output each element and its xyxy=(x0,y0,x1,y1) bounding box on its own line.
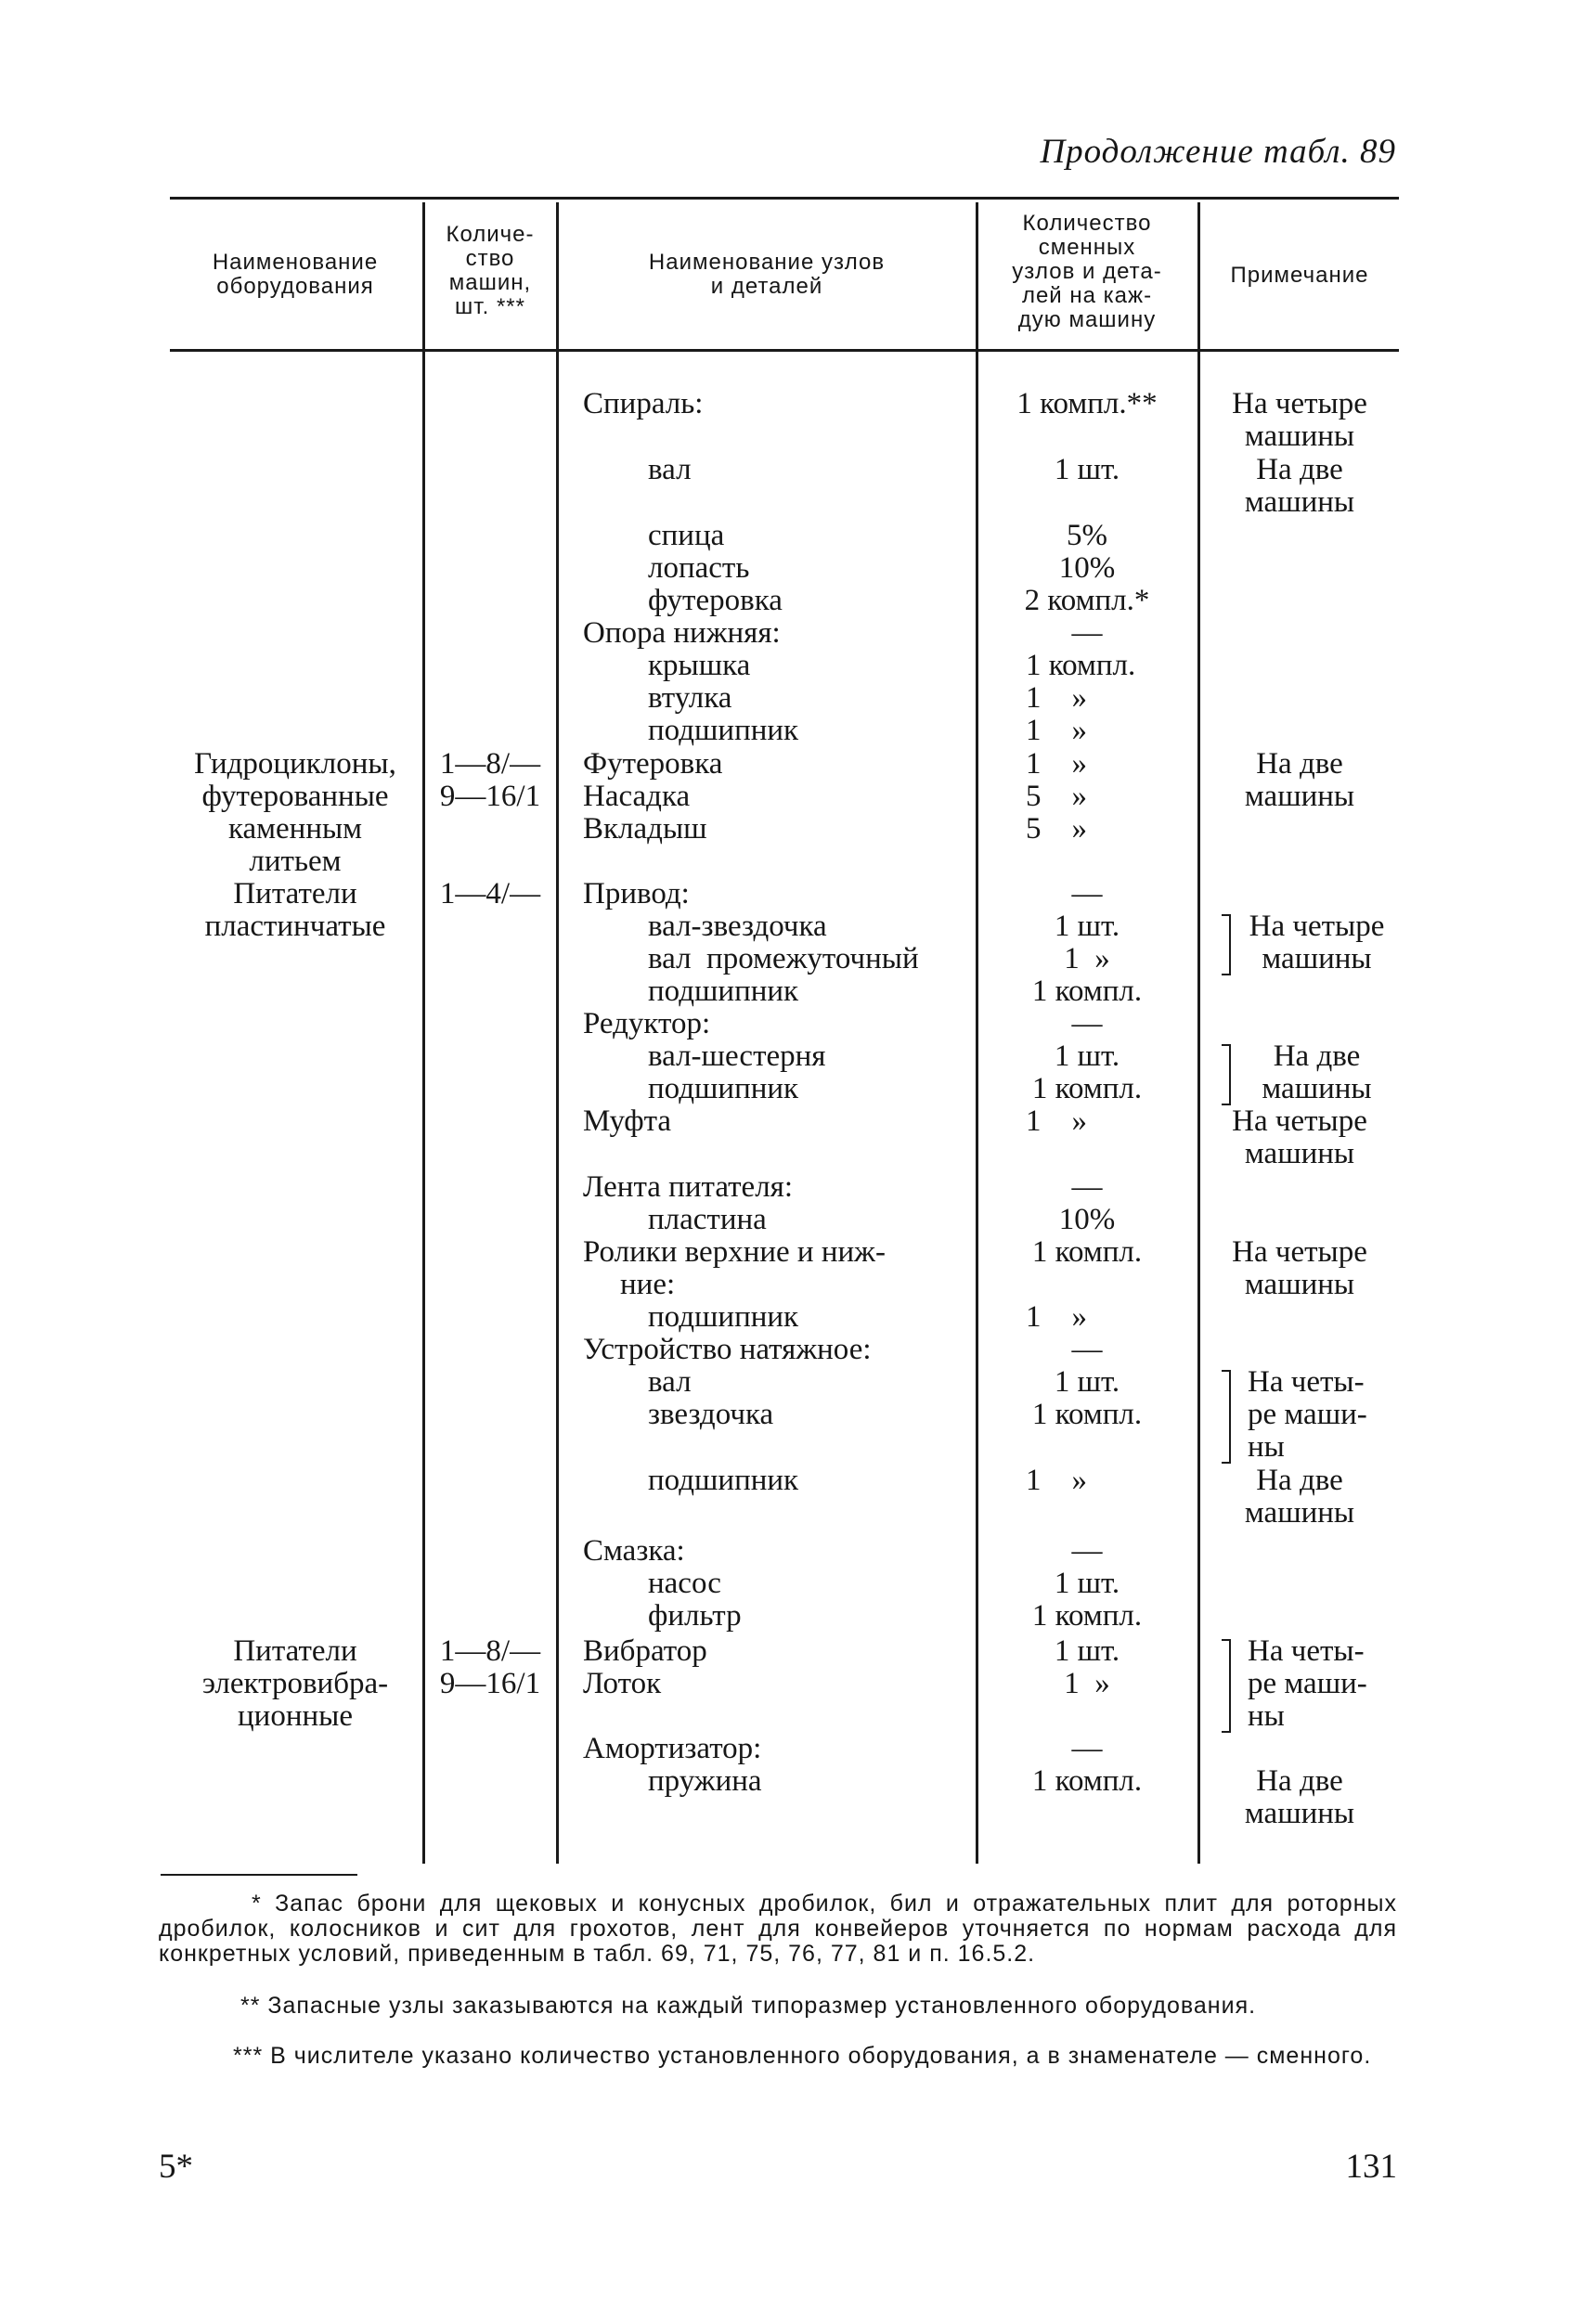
part-qty: 1 шт. xyxy=(1054,1634,1120,1668)
part-name: Смазка: xyxy=(583,1534,685,1568)
equipment-count: 1—4/— xyxy=(439,877,541,910)
part-name: втулка xyxy=(648,681,732,715)
part-qty: 1 компл.** xyxy=(1016,387,1158,420)
part-qty: 10% xyxy=(1058,1203,1116,1236)
header-parts: Наименование узлов и деталей xyxy=(648,250,886,299)
part-qty: — xyxy=(1071,1534,1103,1568)
part-name: подшипник xyxy=(648,1300,799,1334)
part-name: Редуктор: xyxy=(583,1007,711,1040)
note-text: На четы- ре маши- ны xyxy=(1248,1634,1367,1733)
part-name: вал xyxy=(648,1365,692,1399)
part-qty: 1 » xyxy=(1026,1300,1087,1334)
table-top-rule xyxy=(170,197,1399,200)
footnote: *** В числителе указано количество установленного оборудования, а в знаменателе — сменного. xyxy=(233,2043,1372,2069)
part-name: подшипник xyxy=(648,714,799,747)
page-number: 131 xyxy=(1345,2148,1397,2186)
equipment-count: 1—8/— 9—16/1 xyxy=(439,1634,541,1700)
note-text: На четыре машины xyxy=(1249,910,1385,975)
part-name: крышка xyxy=(648,649,751,682)
note-text: На четыре машины xyxy=(1232,1235,1367,1301)
part-qty: 5 » xyxy=(1026,812,1087,846)
part-name: Лента питателя: xyxy=(583,1170,794,1204)
part-qty: 1 компл. xyxy=(1026,649,1136,682)
part-name: футеровка xyxy=(648,584,783,617)
header-bottom-rule xyxy=(170,349,1399,352)
header-spare-qty: Количество сменных узлов и дета- лей на каж- дую машину xyxy=(1012,211,1162,332)
part-name: ние: xyxy=(620,1268,676,1301)
part-qty: 1 шт. xyxy=(1054,453,1120,486)
brace xyxy=(1222,914,1231,975)
part-name: Футеровка xyxy=(583,747,723,781)
part-qty: 1 компл. xyxy=(1031,1235,1143,1269)
part-qty: 1 компл. xyxy=(1031,1398,1143,1431)
part-qty: 1 компл. xyxy=(1031,1072,1143,1105)
part-qty: 1 » xyxy=(1026,1104,1087,1138)
part-name: вал xyxy=(648,453,692,486)
part-name: Устройство натяжное: xyxy=(583,1333,872,1366)
part-name: звездочка xyxy=(648,1398,774,1431)
part-qty: 1 шт. xyxy=(1054,1567,1120,1600)
part-name: лопасть xyxy=(648,551,750,585)
header-count: Количе- ство машин, шт. *** xyxy=(446,222,535,319)
equipment-name: Питатели пластинчатые xyxy=(204,877,386,943)
note-text: На четыре машины xyxy=(1232,387,1367,453)
part-qty: 1 » xyxy=(1064,942,1110,975)
note-text: На две машины xyxy=(1244,1464,1355,1530)
part-qty: 5 » xyxy=(1026,780,1087,813)
part-qty: 1 » xyxy=(1064,1667,1110,1700)
part-name: насос xyxy=(648,1567,721,1600)
note-text: На четыре машины xyxy=(1232,1104,1367,1170)
table-caption: Продолжение табл. 89 xyxy=(1040,133,1396,171)
part-qty: — xyxy=(1071,1333,1103,1366)
part-name: Опора нижняя: xyxy=(583,616,781,650)
header-equipment: Наименование оборудования xyxy=(212,250,379,299)
part-qty: 1 » xyxy=(1026,681,1087,715)
part-name: вал-шестерня xyxy=(648,1039,826,1073)
equipment-name: Гидроциклоны, футерованные каменным литьем xyxy=(194,747,396,878)
part-qty: 1 компл. xyxy=(1031,1764,1143,1798)
part-qty: 1 компл. xyxy=(1031,975,1143,1008)
header-note: Примечание xyxy=(1230,263,1369,288)
part-qty: — xyxy=(1071,877,1103,910)
note-text: На две машины xyxy=(1244,747,1355,813)
part-qty: — xyxy=(1071,1007,1103,1040)
part-name: пластина xyxy=(648,1203,767,1236)
part-name: Вибратор xyxy=(583,1634,707,1668)
part-qty: 1 шт. xyxy=(1054,1365,1120,1399)
part-qty: — xyxy=(1071,1732,1103,1765)
note-text: На две машины xyxy=(1244,1764,1355,1830)
part-name: Лоток xyxy=(583,1667,662,1700)
brace xyxy=(1222,1370,1231,1464)
brace xyxy=(1222,1044,1231,1105)
part-name: Привод: xyxy=(583,877,690,910)
part-name: подшипник xyxy=(648,1072,799,1105)
footnote-rule xyxy=(161,1874,357,1876)
part-qty: 1 » xyxy=(1026,1464,1087,1497)
part-qty: 1 » xyxy=(1026,714,1087,747)
part-name: Вкладыш xyxy=(583,812,707,846)
part-name: спица xyxy=(648,519,725,552)
note-text: На четы- ре маши- ны xyxy=(1248,1365,1367,1464)
footnote: * Запас брони для щековых и конусных дробилок, бил и отражательных плит для роторных дробилок, колосников и сит для грохотов, лент для конвейеров уточняется по нормам расхода для конкретных условий, приведенным в табл. 69, 71, 75, 76, 77, 81 и п. 16.5.2. xyxy=(159,1891,1397,1967)
part-name: Спираль: xyxy=(583,387,704,420)
part-qty: 5% xyxy=(1067,519,1107,552)
equipment-count: 1—8/— 9—16/1 xyxy=(439,747,541,813)
part-name: вал-звездочка xyxy=(648,910,827,943)
part-name: фильтр xyxy=(648,1599,742,1633)
part-name: Насадка xyxy=(583,780,691,813)
part-qty: 10% xyxy=(1058,551,1116,585)
equipment-name: Питатели электровибра- ционные xyxy=(201,1634,389,1733)
part-name: вал промежуточный xyxy=(648,942,919,975)
part-name: пружина xyxy=(648,1764,762,1798)
part-qty: 2 компл.* xyxy=(1024,584,1150,617)
part-qty: 1 компл. xyxy=(1031,1599,1143,1633)
part-qty: 1 шт. xyxy=(1054,1039,1120,1073)
part-name: подшипник xyxy=(648,1464,799,1497)
part-qty: 1 » xyxy=(1026,747,1087,781)
note-text: На две машины xyxy=(1262,1039,1372,1105)
part-qty: — xyxy=(1071,616,1103,650)
part-name: Муфта xyxy=(583,1104,672,1138)
signature-mark: 5* xyxy=(159,2148,193,2186)
col-divider-2 xyxy=(556,202,559,1864)
part-qty: — xyxy=(1071,1170,1103,1204)
col-divider-1 xyxy=(422,202,425,1864)
part-name: подшипник xyxy=(648,975,799,1008)
part-name: Амортизатор: xyxy=(583,1732,762,1765)
footnote: ** Запасные узлы заказываются на каждый типоразмер установленного оборудования. xyxy=(240,1993,1257,2019)
brace xyxy=(1222,1639,1231,1733)
part-name: Ролики верхние и ниж- xyxy=(583,1235,886,1269)
part-qty: 1 шт. xyxy=(1054,910,1120,943)
note-text: На две машины xyxy=(1244,453,1355,519)
